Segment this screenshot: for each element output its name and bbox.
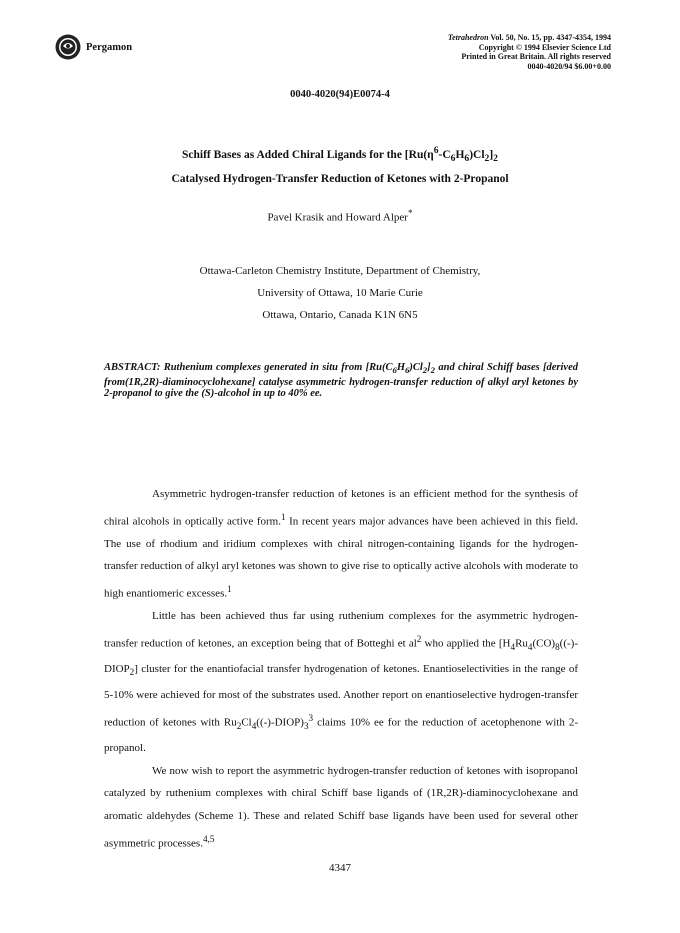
affiliation: Ottawa-Carleton Chemistry Institute, Department of Chemistry, University of Ottawa, 10 Marie Curie Ottawa, Ontario, Canada K1N 6N5 (199, 265, 481, 321)
paragraph-2: Little has been achieved thus far using ruthenium complexes for the asymmetric hydrogen-transfer reduction of ketones, an exception being that of Botteghi et $al^2$ who applied the [$H_4Ru_4(CO)_8((-)-DIOP_2]$ cluster for the enantiofacial transfer hydrogenation of ketones. Enantioselectivities in the range of 5-10% were achieved for most of the substrates used. Another report on enantioselective hydrogen-transfer reduction of ketones with $Ru_2Cl_4((-)-DIOP)_3^3$ claims 10% ee for the reduction of acetophenone with 2-propanol. (104, 610, 578, 755)
journal-name: Tetrahedron (447, 33, 489, 42)
issn-price: 0040-4020/94 $6.00+0.00 (527, 61, 611, 71)
abstract: ABSTRACT: Ruthenium complexes generated in situ from $[Ru(C_6H_6)Cl_2]_2$ and chiral Schiff bases [derived from(1R,2R)-diaminocyclohexane] catalyse asymmetric hydrogen-transfer reduction of alkyl aryl ketones by 2-propanol to give the (S)-alcohol in up to 40% ee. (104, 362, 578, 400)
authors: Pavel Krasik and Howard Alper* (267, 208, 413, 224)
pergamon-logo-icon (55, 34, 81, 60)
printed-line: Printed in Great Britain. All rights reserved (461, 52, 611, 61)
page-number: 4347 (329, 862, 351, 874)
doi-code: 0040-4020(94)E0074-4 (290, 89, 390, 100)
body-text (104, 483, 578, 855)
journal-citation: Tetrahedron Vol. 50, No. 15, pp. 4347-4354, 1994 (447, 33, 611, 42)
title-line-1: Schiff Bases as Added Chiral Ligands for the $[Ru(\eta^6-C_6H_6)Cl_2]_2$ (182, 145, 498, 165)
corresponding-author-marker: * (407, 208, 413, 218)
journal-info (448, 33, 611, 71)
paragraph-3: We now wish to report the asymmetric hydrogen-transfer reduction of ketones with isopropanol catalyzed by ruthenium complexes with chiral Schiff base ligands of (1R,2R)-diaminocyclohexane and aromatic aldehydes (Scheme 1). These and related Schiff base ligands have been used for several other asymmetric processes.$^{4,5}$ (104, 764, 578, 850)
paper-title (0, 140, 680, 190)
paragraph-1: Asymmetric hydrogen-transfer reduction of ketones is an efficient method for the synthesis of chiral alcohols in optically active form.$^1$ In recent years major advances have been achieved in this field. The use of rhodium and iridium complexes with chiral nitrogen-containing ligands for the hydrogen-transfer reduction of alkyl aryl ketones was shown to give rise to optically active alcohols with moderate to high enantiomeric excesses.$^1$ (104, 488, 578, 600)
abstract-label: ABSTRACT: (104, 362, 161, 373)
title-line-2: Catalysed Hydrogen-Transfer Reduction of Ketones with 2-Propanol (171, 173, 509, 186)
copyright-line: Copyright © 1994 Elsevier Science Ltd (478, 42, 611, 52)
publisher-name: Pergamon (86, 42, 133, 53)
